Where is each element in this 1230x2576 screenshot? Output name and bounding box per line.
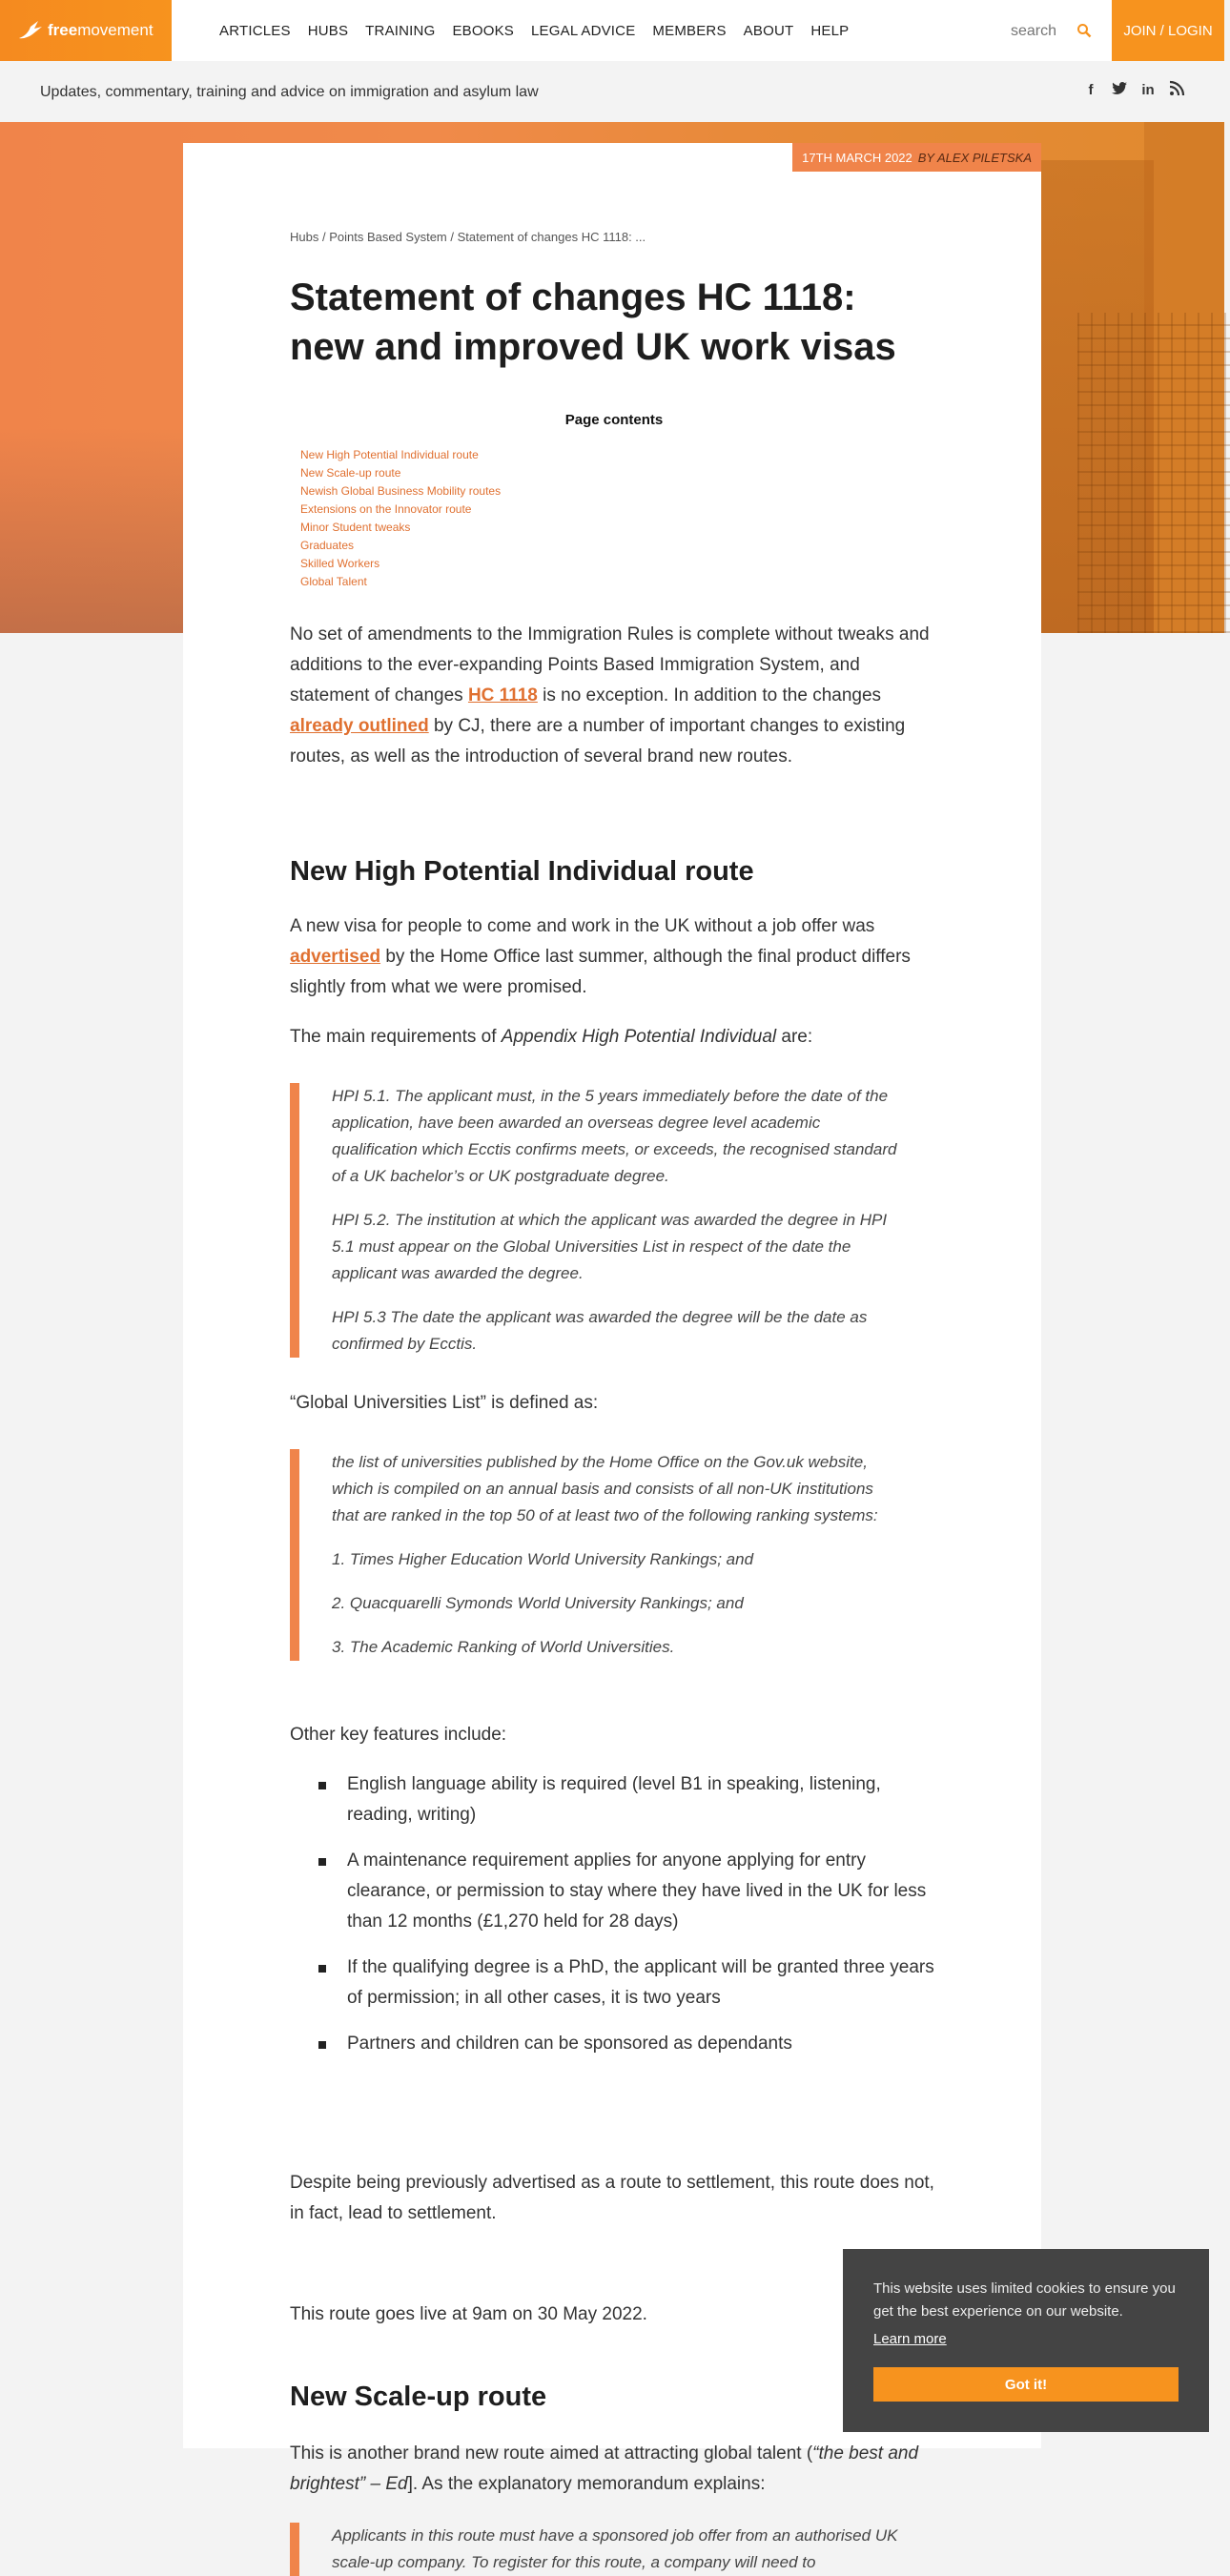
accept-cookies-button[interactable]: Got it! [873, 2367, 1179, 2402]
learn-more-link[interactable]: Learn more [873, 2331, 947, 2347]
hc1118-link[interactable]: HC 1118 [467, 685, 538, 705]
article-author[interactable]: BY ALEX PILETSKA [917, 150, 1032, 165]
list-item: If the qualifying degree is a PhD, the applicant will be granted three years of permission; in all other cases, it is two years [290, 1952, 938, 2014]
quote-paragraph: the list of universities published by the Home Office on the Gov.uk website, which is compiled on an annual basis and consists of all non-UK institutions that are ranked in the top 50 of at least two of the following ranking systems: [332, 1453, 878, 1524]
scaleup-paragraph-1: This is another brand new route aimed at attracting global talent (“the best and brightest” – Ed]. As the explanatory memorandum explains: [290, 2443, 919, 2494]
key-features-list [290, 1769, 938, 2075]
nav-about[interactable]: ABOUT [743, 22, 794, 39]
list-item: Partners and children can be sponsored as dependants [290, 2029, 938, 2059]
intro-paragraph: No set of amendments to the Immigration Rules is complete without tweaks and additions to the ever-expanding Points Based Immigration System, and statement of changes HC 1118 is no exception. In addition to the changes already outlined by CJ, there are a number of important changes to existing routes, as well as the introduction of several brand new routes. [290, 624, 930, 767]
main-menu [219, 0, 866, 61]
nav-legal-advice[interactable]: LEGAL ADVICE [531, 22, 636, 39]
toc-item[interactable]: New Scale-up route [300, 466, 401, 480]
search-input[interactable] [1011, 21, 1087, 42]
breadcrumb-pbs[interactable]: Points Based System [329, 230, 447, 244]
quote-paragraph: HPI 5.2. The institution at which the applicant was awarded the degree in HPI 5.1 must appear on the Global Universities List in respect of the date the applicant was awarded the degree. [332, 1211, 888, 1282]
nav-help[interactable]: HELP [810, 22, 850, 39]
quote-paragraph: 3. The Academic Ranking of World Universities. [332, 1638, 675, 1656]
nav-ebooks[interactable]: EBOOKS [452, 22, 515, 39]
facebook-icon[interactable]: f [1088, 82, 1094, 98]
article-meta [792, 143, 1041, 172]
twitter-icon[interactable] [1112, 82, 1127, 99]
list-item: English language ability is required (level B1 in speaking, listening, reading, writing) [290, 1769, 938, 1830]
breadcrumb-hubs[interactable]: Hubs [290, 230, 319, 244]
logo-text: movement [77, 21, 154, 39]
article-card [183, 143, 1041, 2571]
tagline-bar [0, 61, 1224, 122]
toc-item[interactable]: Skilled Workers [300, 557, 380, 570]
nav-articles[interactable]: ARTICLES [219, 22, 291, 39]
cookie-message: This website uses limited cookies to ensure you get the best experience on our website. [873, 2280, 1176, 2320]
quote-paragraph: 1. Times Higher Education World University Rankings; and [332, 1550, 754, 1568]
bird-logo-icon [17, 19, 44, 42]
page-title: Statement of changes HC 1118: new and improved UK work visas [290, 276, 896, 368]
linkedin-icon[interactable]: in [1141, 82, 1155, 98]
hpi-paragraph-1: A new visa for people to come and work in the UK without a job offer was advertised by the Home Office last summer, although the final product differs slightly from what we were promised. [290, 916, 911, 997]
hpi-paragraph-5: Despite being previously advertised as a route to settlement, this route does not, in fact, lead to settlement. [290, 2173, 934, 2223]
join-login-button[interactable]: JOIN / LOGIN [1112, 0, 1224, 61]
already-outlined-link[interactable]: already outlined [290, 716, 429, 736]
breadcrumb-current: Statement of changes HC 1118: ... [457, 230, 646, 244]
toc-item[interactable]: Graduates [300, 539, 355, 552]
top-navbar [0, 0, 1224, 61]
rss-icon[interactable] [1169, 82, 1184, 99]
blockquote-scaleup [290, 2523, 919, 2576]
toc-item[interactable]: New High Potential Individual route [300, 448, 479, 461]
social-links [1083, 82, 1184, 99]
hpi-paragraph-2: The main requirements of Appendix High Potential Individual are: [290, 1027, 813, 1047]
table-of-contents [300, 446, 501, 591]
nav-hubs[interactable]: HUBS [307, 22, 349, 39]
hpi-paragraph-4: Other key features include: [290, 1725, 507, 1745]
breadcrumb: Hubs / Points Based System / Statement of changes HC 1118: ... [290, 230, 646, 244]
quote-paragraph: Applicants in this route must have a sponsored job offer from an authorised UK scale-up company. To register for this route, a company will need to [332, 2526, 898, 2571]
quote-paragraph: HPI 5.1. The applicant must, in the 5 years immediately before the date of the application, have been awarded an overseas degree level academic qualification which Ecctis confirms meets, or exceeds, the recognised standard of a UK bachelor’s or UK postgraduate degree. [332, 1087, 897, 1185]
hpi-paragraph-3: “Global Universities List” is defined as: [290, 1393, 599, 1413]
article-date: 17TH MARCH 2022 [802, 150, 912, 165]
nav-training[interactable]: TRAINING [365, 22, 436, 39]
section-heading-scaleup: New Scale-up route [290, 2382, 547, 2412]
toc-item[interactable]: Extensions on the Innovator route [300, 502, 472, 516]
quote-paragraph: 2. Quacquarelli Symonds World University Rankings; and [332, 1594, 744, 1612]
nav-members[interactable]: MEMBERS [652, 22, 727, 39]
search-icon[interactable] [1076, 23, 1092, 38]
toc-item[interactable]: Global Talent [300, 575, 367, 588]
blockquote-universities-list [290, 1449, 919, 1661]
toc-item[interactable]: Minor Student tweaks [300, 521, 411, 534]
quote-paragraph: HPI 5.3 The date the applicant was awarded the degree will be the date as confirmed by Ecctis. [332, 1308, 868, 1353]
toc-item[interactable]: Newish Global Business Mobility routes [300, 484, 502, 498]
list-item: A maintenance requirement applies for anyone applying for entry clearance, or permission to stay where they have lived in the UK for less than 12 months (£1,270 held for 28 days) [290, 1846, 938, 1937]
section-heading-hpi: New High Potential Individual route [290, 856, 754, 887]
advertised-link[interactable]: advertised [290, 947, 381, 967]
site-tagline: Updates, commentary, training and advice on immigration and asylum law [40, 84, 539, 100]
site-logo[interactable] [0, 0, 172, 61]
hpi-paragraph-6: This route goes live at 9am on 30 May 2022. [290, 2304, 647, 2324]
toc-title: Page contents [564, 412, 664, 428]
blockquote-hpi-rules [290, 1083, 919, 1358]
cookie-banner [843, 2249, 1209, 2432]
logo-text-bold: free [48, 21, 78, 39]
